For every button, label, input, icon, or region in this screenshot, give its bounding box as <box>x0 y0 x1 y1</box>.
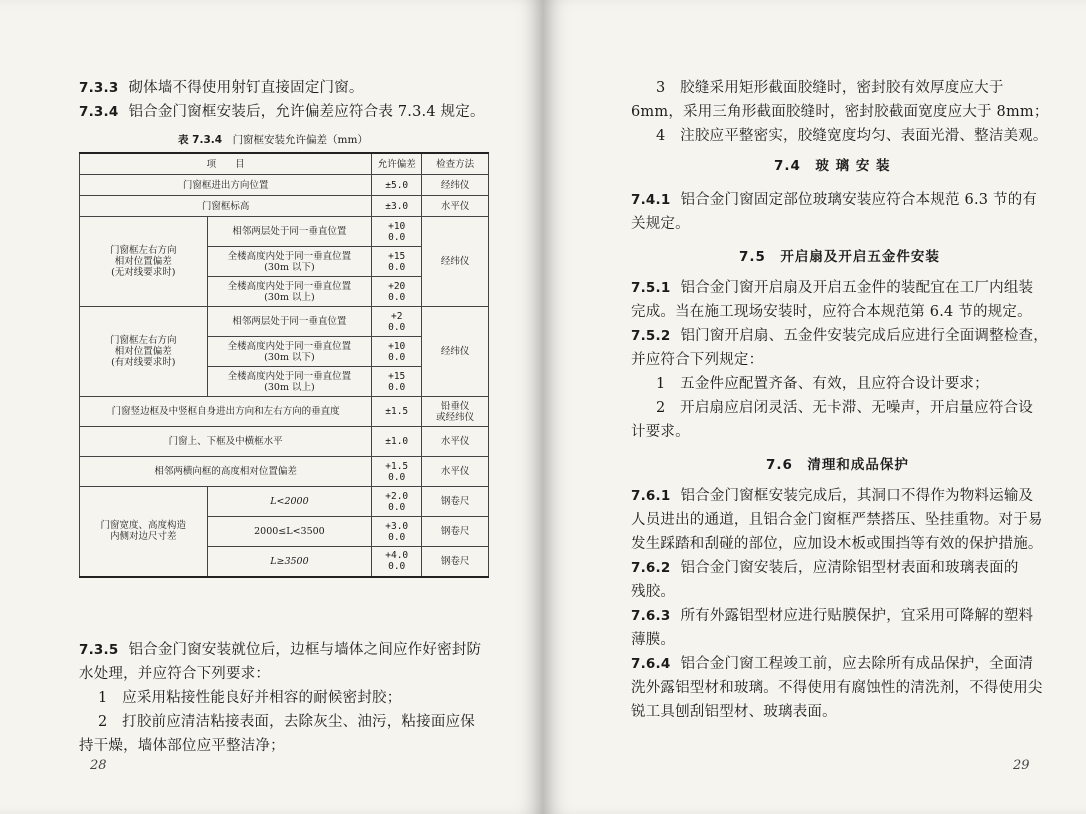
cell-tolerance: +10 0.0 <box>372 217 422 247</box>
group-label-line: 门窗框左右方向 <box>110 335 177 346</box>
clause-text: 所有外露铝型材应进行贴膜保护，宜采用可降解的塑料 <box>680 608 1034 624</box>
table-row <box>80 307 489 337</box>
clause-number: 7.5.2 <box>631 328 671 344</box>
cell-tolerance: +20 0.0 <box>372 277 422 307</box>
group-label-line: (无对线要求时) <box>111 267 176 278</box>
cell-item: 相邻两层处于同一垂直位置 <box>207 217 372 247</box>
clause-text: 砌体墙不得使用射钉直接固定门窗。 <box>128 80 364 96</box>
clause-text-line: 关规定。 <box>631 216 690 232</box>
clause-number: 7.3.3 <box>79 80 119 96</box>
group-label-line: 内侧对边尺寸差 <box>110 531 177 543</box>
list-item-continuation: 计要求。 <box>631 424 690 440</box>
cell-tolerance: +2.0 0.0 <box>372 487 422 517</box>
clause-text: 铝合金门窗固定部位玻璃安装应符合本规范 6.3 节的有 <box>680 192 1038 208</box>
clause-text: 铝合金门窗安装就位后，边框与墙体之间应作好密封防 <box>128 642 482 658</box>
table-row <box>80 175 489 196</box>
cell-method: 经纬仪 <box>422 175 489 196</box>
cell-tolerance: ±5.0 <box>372 175 422 196</box>
clause-text-line: 并应符合下列规定： <box>631 352 764 368</box>
cell-item: 门窗上、下框及中横框水平 <box>80 427 372 457</box>
section-title-7-5: 7.5 开启扇及开启五金件安装 <box>739 249 940 265</box>
cell-item: 全楼高度内处于同一垂直位置 (30m 以上) <box>207 277 372 307</box>
tolerance-table <box>79 152 489 578</box>
clause-7-6-1 <box>631 484 1033 508</box>
cell-tolerance: ±1.0 <box>372 427 422 457</box>
clause-text-line: 残胶。 <box>631 584 676 600</box>
table-header-row <box>80 153 489 175</box>
clause-7-4-1 <box>631 188 1037 212</box>
cell-method: 钢卷尺 <box>422 487 489 517</box>
cell-item: 门窗框进出方向位置 <box>80 175 372 196</box>
clause-7-5-1 <box>631 276 1033 300</box>
list-item: 2 打胶前应清洁粘接表面，去除灰尘、油污，粘接面应保 <box>98 714 475 730</box>
clause-number: 7.6.2 <box>631 560 671 576</box>
cell-method: 经纬仪 <box>422 217 489 307</box>
clause-text-line: 洗外露铝型材和玻璃。不得使用有腐蚀性的清洗剂，不得使用尖 <box>631 680 1043 696</box>
cell-method: 水平仪 <box>422 196 489 217</box>
header-method: 检查方法 <box>422 153 489 175</box>
cell-tolerance: ±3.0 <box>372 196 422 217</box>
clause-text-line: 完成。当在施工现场安装时，应符合本规范第 6.4 节的规定。 <box>631 304 1032 320</box>
clause-text: 铝门窗开启扇、五金件安装完成后应进行全面调整检查， <box>680 328 1048 344</box>
cell-tolerance: +10 0.0 <box>372 337 422 367</box>
cell-method: 水平仪 <box>422 457 489 487</box>
list-item: 1 五金件应配置齐备、有效，且应符合设计要求； <box>656 376 989 392</box>
header-tolerance: 允许偏差 <box>372 153 422 175</box>
cell-item: 全楼高度内处于同一垂直位置 (30m 以上) <box>207 367 372 397</box>
clause-number: 7.5.1 <box>631 280 671 296</box>
cell-item: 全楼高度内处于同一垂直位置 (30m 以下) <box>207 247 372 277</box>
clause-7-6-2 <box>631 556 1019 580</box>
cell-item: L<2000 <box>207 487 372 517</box>
cell-method: 钢卷尺 <box>422 517 489 547</box>
clause-7-3-4 <box>79 100 485 124</box>
clause-number: 7.3.4 <box>79 104 119 120</box>
page-number: 29 <box>1013 758 1030 773</box>
cell-item: 相邻两横向框的高度相对位置偏差 <box>80 457 372 487</box>
table-row <box>80 217 489 247</box>
cell-item: L≥3500 <box>207 547 372 577</box>
cell-item: 全楼高度内处于同一垂直位置 (30m 以下) <box>207 337 372 367</box>
cell-method: 水平仪 <box>422 427 489 457</box>
cell-item: 相邻两层处于同一垂直位置 <box>207 307 372 337</box>
clause-text-line: 锐工具刨刮铝型材、玻璃表面。 <box>631 704 837 720</box>
clause-text-line: 水处理，并应符合下列要求： <box>79 666 271 682</box>
cell-tolerance: +15 0.0 <box>372 367 422 397</box>
cell-tolerance: +15 0.0 <box>372 247 422 277</box>
table-caption <box>178 132 368 147</box>
table-row <box>80 397 489 427</box>
cell-item: 门窗竖边框及中竖框自身进出方向和左右方向的垂直度 <box>80 397 372 427</box>
right-page <box>543 0 1086 814</box>
clause-7-6-4 <box>631 652 1033 676</box>
clause-number: 7.4.1 <box>631 192 671 208</box>
cell-tolerance: ±1.5 <box>372 397 422 427</box>
cell-tolerance: +1.5 0.0 <box>372 457 422 487</box>
group-label-line: 门窗框左右方向 <box>110 245 177 256</box>
cell-method: 经纬仪 <box>422 307 489 397</box>
table-row <box>80 487 489 517</box>
list-item-continuation: 持干燥，墙体部位应平整洁净； <box>79 738 285 754</box>
section-title-7-6: 7.6 清理和成品保护 <box>766 457 909 473</box>
clause-text: 铝合金门窗开启扇及开启五金件的装配宜在工厂内组装 <box>680 280 1034 296</box>
clause-text-line: 人员进出的通道，且铝合金门窗框严禁搭压、坠挂重物。对于易 <box>631 512 1043 528</box>
table-caption-number: 表 7.3.4 <box>178 134 223 146</box>
clause-7-6-3 <box>631 604 1033 628</box>
cell-group-label <box>80 307 208 397</box>
clause-text: 铝合金门窗框安装后，允许偏差应符合表 7.3.4 规定。 <box>128 104 485 120</box>
clause-number: 7.6.3 <box>631 608 671 624</box>
table-caption-text: 门窗框安装允许偏差（mm） <box>232 134 368 146</box>
group-label-line: 相对位置偏差 <box>114 256 172 267</box>
clause-7-5-2 <box>631 324 1048 348</box>
clause-number: 7.6.1 <box>631 488 671 504</box>
clause-number: 7.6.4 <box>631 656 671 672</box>
clause-7-3-3 <box>79 76 364 100</box>
table-row <box>80 457 489 487</box>
cell-item: 2000≤L<3500 <box>207 517 372 547</box>
cell-item: 门窗框标高 <box>80 196 372 217</box>
section-title-7-4: 7.4 玻 璃 安 装 <box>774 158 891 174</box>
cell-tolerance: +4.0 0.0 <box>372 547 422 577</box>
header-item: 项 目 <box>80 153 372 175</box>
clause-text: 铝合金门窗工程竣工前，应去除所有成品保护，全面清 <box>680 656 1034 672</box>
list-item: 4 注胶应平整密实，胶缝宽度均匀、表面光滑、整洁美观。 <box>656 128 1048 144</box>
list-item: 2 开启扇应启闭灵活、无卡滞、无噪声，开启量应符合设 <box>656 400 1033 416</box>
table-row <box>80 427 489 457</box>
cell-method: 钢卷尺 <box>422 547 489 577</box>
cell-group-label <box>80 217 208 307</box>
list-item: 1 应采用粘接性能良好并相容的耐候密封胶； <box>98 690 402 706</box>
cell-method: 铅垂仪 或经纬仪 <box>422 397 489 427</box>
clause-text-line: 发生踩踏和刮碰的部位，应加设木板或围挡等有效的保护措施。 <box>631 536 1043 552</box>
cell-tolerance: +3.0 0.0 <box>372 517 422 547</box>
list-item: 3 胶缝采用矩形截面胶缝时，密封胶有效厚度应大于 <box>656 80 1004 96</box>
clause-number: 7.3.5 <box>79 642 119 658</box>
group-label-line: 相对位置偏差 <box>114 346 172 357</box>
group-label-line: (有对线要求时) <box>111 357 176 368</box>
clause-text: 铝合金门窗安装后，应清除铝型材表面和玻璃表面的 <box>680 560 1019 576</box>
clause-text-line: 薄膜。 <box>631 632 676 648</box>
table-row <box>80 196 489 217</box>
group-label-line: 门窗宽度、高度构造 <box>100 520 187 532</box>
list-item-continuation: 6mm，采用三角形截面胶缝时，密封胶截面宽度应大于 8mm； <box>631 104 1049 120</box>
clause-7-3-5 <box>79 638 481 662</box>
cell-group-label <box>80 487 208 577</box>
clause-text: 铝合金门窗框安装完成后，其洞口不得作为物料运输及 <box>680 488 1034 504</box>
page-number: 28 <box>90 758 107 773</box>
cell-tolerance: +2 0.0 <box>372 307 422 337</box>
